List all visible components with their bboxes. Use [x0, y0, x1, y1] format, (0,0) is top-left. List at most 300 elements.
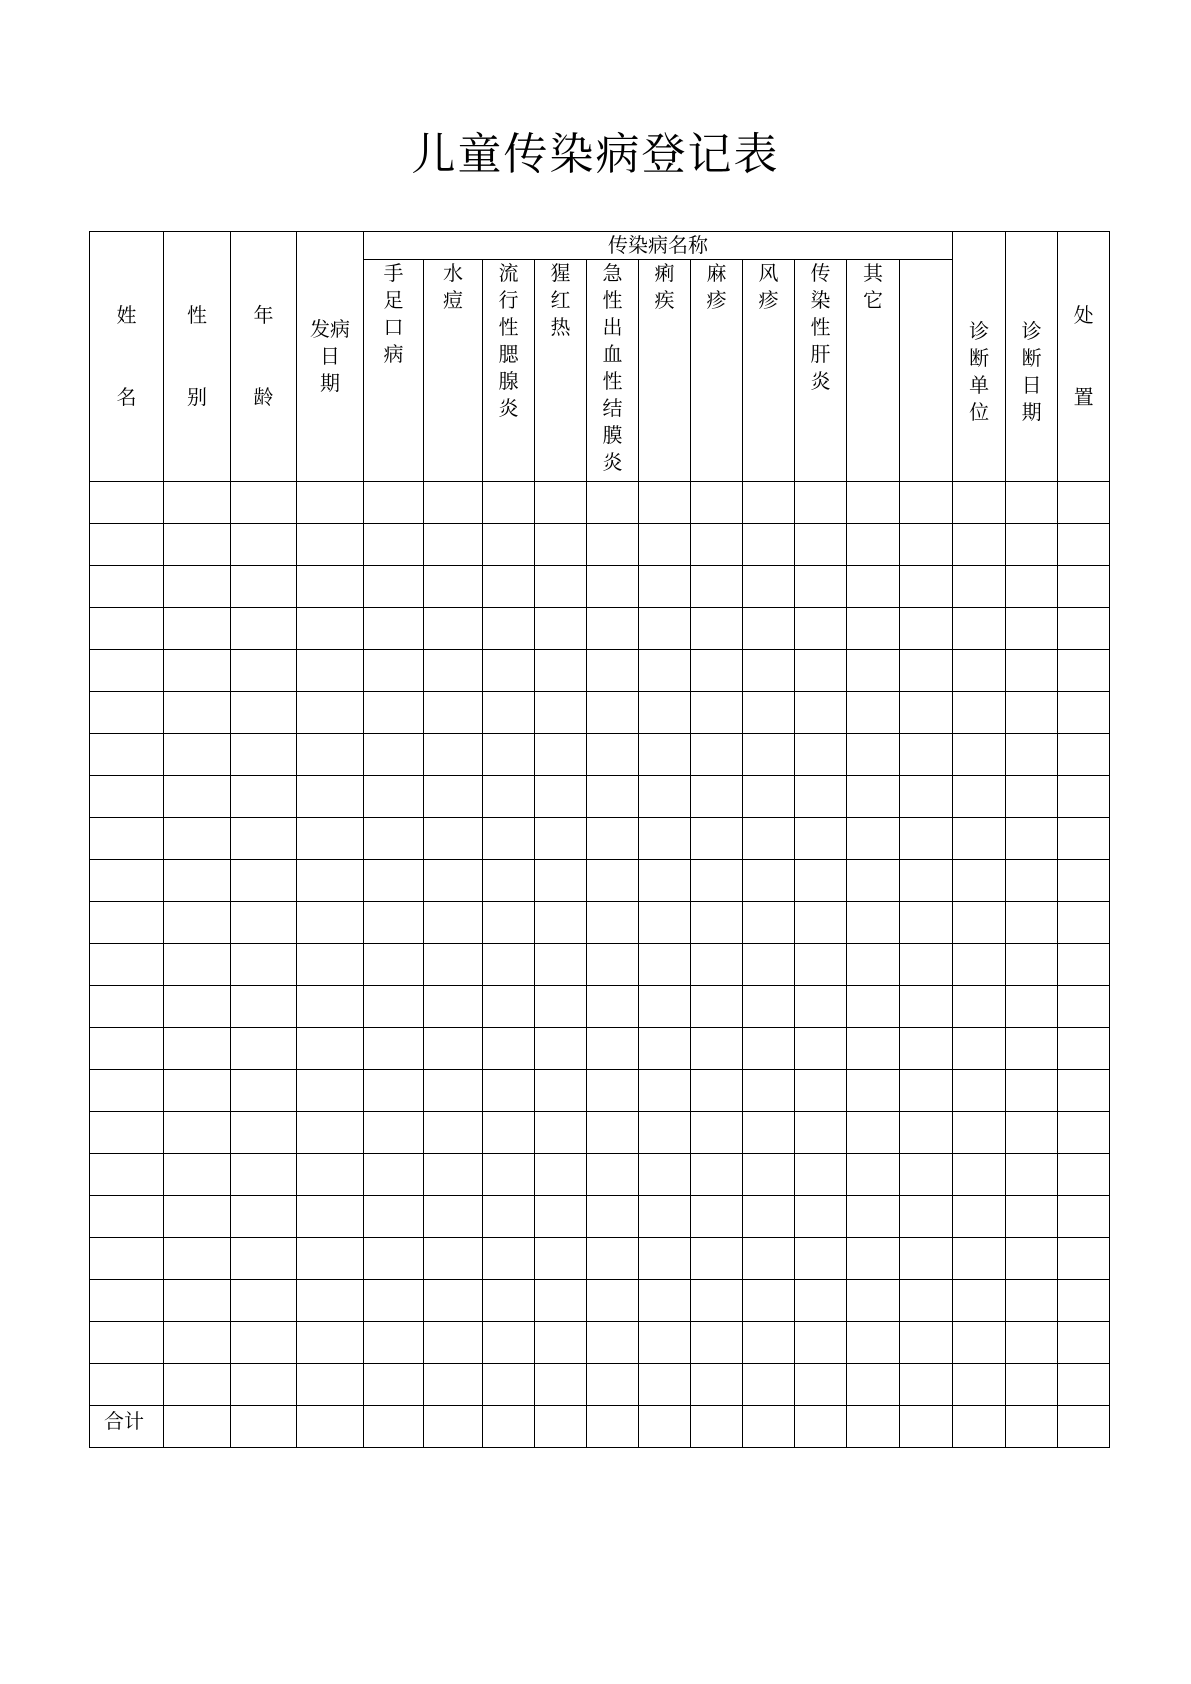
- table-cell[interactable]: [164, 1280, 231, 1322]
- table-cell[interactable]: [483, 734, 535, 776]
- table-cell[interactable]: [164, 776, 231, 818]
- table-cell[interactable]: [743, 608, 795, 650]
- table-cell[interactable]: [639, 986, 691, 1028]
- table-cell[interactable]: [1006, 650, 1058, 692]
- table-cell[interactable]: [483, 1280, 535, 1322]
- table-cell[interactable]: [364, 734, 424, 776]
- table-cell[interactable]: [164, 902, 231, 944]
- table-cell[interactable]: [1058, 566, 1110, 608]
- table-cell[interactable]: [364, 776, 424, 818]
- table-cell[interactable]: [1058, 902, 1110, 944]
- table-cell[interactable]: [90, 608, 164, 650]
- table-cell[interactable]: [900, 1364, 953, 1406]
- total-cell[interactable]: [424, 1406, 483, 1448]
- table-cell[interactable]: [691, 566, 743, 608]
- total-cell[interactable]: [483, 1406, 535, 1448]
- table-cell[interactable]: [483, 902, 535, 944]
- table-cell[interactable]: [364, 1280, 424, 1322]
- table-cell[interactable]: [639, 818, 691, 860]
- table-cell[interactable]: [535, 1238, 587, 1280]
- table-cell[interactable]: [900, 1154, 953, 1196]
- table-cell[interactable]: [743, 1154, 795, 1196]
- table-cell[interactable]: [90, 776, 164, 818]
- table-cell[interactable]: [424, 776, 483, 818]
- total-cell[interactable]: [364, 1406, 424, 1448]
- table-cell[interactable]: [364, 944, 424, 986]
- table-cell[interactable]: [483, 986, 535, 1028]
- table-cell[interactable]: [164, 944, 231, 986]
- table-cell[interactable]: [847, 860, 900, 902]
- table-cell[interactable]: [1006, 986, 1058, 1028]
- table-cell[interactable]: [953, 650, 1006, 692]
- table-cell[interactable]: [795, 1364, 847, 1406]
- table-cell[interactable]: [1058, 608, 1110, 650]
- table-cell[interactable]: [953, 482, 1006, 524]
- table-cell[interactable]: [953, 608, 1006, 650]
- table-cell[interactable]: [231, 1280, 297, 1322]
- table-cell[interactable]: [691, 1112, 743, 1154]
- table-cell[interactable]: [90, 566, 164, 608]
- table-cell[interactable]: [847, 692, 900, 734]
- table-cell[interactable]: [483, 608, 535, 650]
- table-cell[interactable]: [424, 608, 483, 650]
- table-cell[interactable]: [231, 1070, 297, 1112]
- table-cell[interactable]: [535, 860, 587, 902]
- table-cell[interactable]: [795, 818, 847, 860]
- table-cell[interactable]: [231, 986, 297, 1028]
- table-cell[interactable]: [691, 524, 743, 566]
- table-cell[interactable]: [587, 1112, 639, 1154]
- table-cell[interactable]: [795, 734, 847, 776]
- table-cell[interactable]: [847, 1112, 900, 1154]
- table-cell[interactable]: [1006, 1280, 1058, 1322]
- table-cell[interactable]: [483, 1238, 535, 1280]
- table-cell[interactable]: [231, 566, 297, 608]
- table-cell[interactable]: [743, 734, 795, 776]
- table-cell[interactable]: [691, 776, 743, 818]
- table-cell[interactable]: [483, 1154, 535, 1196]
- table-cell[interactable]: [231, 902, 297, 944]
- table-cell[interactable]: [953, 566, 1006, 608]
- table-cell[interactable]: [1058, 692, 1110, 734]
- table-cell[interactable]: [795, 566, 847, 608]
- table-cell[interactable]: [535, 566, 587, 608]
- table-cell[interactable]: [535, 944, 587, 986]
- table-cell[interactable]: [847, 1028, 900, 1070]
- table-cell[interactable]: [1058, 860, 1110, 902]
- table-cell[interactable]: [953, 1070, 1006, 1112]
- table-cell[interactable]: [691, 1238, 743, 1280]
- table-cell[interactable]: [231, 1028, 297, 1070]
- table-cell[interactable]: [691, 608, 743, 650]
- table-cell[interactable]: [297, 1280, 364, 1322]
- table-cell[interactable]: [535, 1028, 587, 1070]
- table-cell[interactable]: [953, 1112, 1006, 1154]
- table-cell[interactable]: [231, 650, 297, 692]
- table-cell[interactable]: [1058, 650, 1110, 692]
- table-cell[interactable]: [231, 860, 297, 902]
- table-cell[interactable]: [231, 776, 297, 818]
- table-cell[interactable]: [231, 1364, 297, 1406]
- table-cell[interactable]: [639, 1154, 691, 1196]
- table-cell[interactable]: [847, 524, 900, 566]
- table-cell[interactable]: [231, 482, 297, 524]
- table-cell[interactable]: [297, 692, 364, 734]
- table-cell[interactable]: [587, 608, 639, 650]
- total-cell[interactable]: [297, 1406, 364, 1448]
- table-cell[interactable]: [847, 1154, 900, 1196]
- table-cell[interactable]: [639, 1322, 691, 1364]
- table-cell[interactable]: [900, 1028, 953, 1070]
- table-cell[interactable]: [743, 692, 795, 734]
- table-cell[interactable]: [900, 1196, 953, 1238]
- table-cell[interactable]: [639, 1070, 691, 1112]
- table-cell[interactable]: [364, 1322, 424, 1364]
- table-cell[interactable]: [90, 944, 164, 986]
- table-cell[interactable]: [795, 482, 847, 524]
- table-cell[interactable]: [691, 1070, 743, 1112]
- table-cell[interactable]: [847, 734, 900, 776]
- table-cell[interactable]: [164, 1112, 231, 1154]
- table-cell[interactable]: [483, 1364, 535, 1406]
- table-cell[interactable]: [164, 692, 231, 734]
- table-cell[interactable]: [364, 1112, 424, 1154]
- table-cell[interactable]: [691, 1196, 743, 1238]
- table-cell[interactable]: [691, 1154, 743, 1196]
- table-cell[interactable]: [90, 692, 164, 734]
- table-cell[interactable]: [847, 482, 900, 524]
- table-cell[interactable]: [743, 1112, 795, 1154]
- total-cell[interactable]: [1006, 1406, 1058, 1448]
- table-cell[interactable]: [483, 944, 535, 986]
- table-cell[interactable]: [639, 902, 691, 944]
- table-cell[interactable]: [900, 902, 953, 944]
- table-cell[interactable]: [847, 986, 900, 1028]
- table-cell[interactable]: [164, 860, 231, 902]
- table-cell[interactable]: [795, 1196, 847, 1238]
- table-cell[interactable]: [424, 902, 483, 944]
- table-cell[interactable]: [743, 1322, 795, 1364]
- table-cell[interactable]: [364, 1238, 424, 1280]
- table-cell[interactable]: [953, 818, 1006, 860]
- total-cell[interactable]: [743, 1406, 795, 1448]
- table-cell[interactable]: [483, 1070, 535, 1112]
- table-cell[interactable]: [639, 1280, 691, 1322]
- table-cell[interactable]: [164, 1028, 231, 1070]
- table-cell[interactable]: [953, 1322, 1006, 1364]
- table-cell[interactable]: [231, 608, 297, 650]
- table-cell[interactable]: [691, 860, 743, 902]
- table-cell[interactable]: [164, 566, 231, 608]
- table-cell[interactable]: [231, 692, 297, 734]
- table-cell[interactable]: [743, 902, 795, 944]
- table-cell[interactable]: [483, 692, 535, 734]
- table-cell[interactable]: [639, 482, 691, 524]
- table-cell[interactable]: [900, 1238, 953, 1280]
- table-cell[interactable]: [953, 902, 1006, 944]
- table-cell[interactable]: [90, 1322, 164, 1364]
- table-cell[interactable]: [164, 524, 231, 566]
- table-cell[interactable]: [795, 1238, 847, 1280]
- table-cell[interactable]: [90, 1028, 164, 1070]
- table-cell[interactable]: [743, 1070, 795, 1112]
- table-cell[interactable]: [743, 1196, 795, 1238]
- table-cell[interactable]: [847, 902, 900, 944]
- table-cell[interactable]: [1006, 734, 1058, 776]
- table-cell[interactable]: [424, 734, 483, 776]
- table-cell[interactable]: [1006, 1154, 1058, 1196]
- table-cell[interactable]: [743, 860, 795, 902]
- table-cell[interactable]: [691, 1322, 743, 1364]
- table-cell[interactable]: [297, 608, 364, 650]
- total-cell[interactable]: [795, 1406, 847, 1448]
- table-cell[interactable]: [1006, 944, 1058, 986]
- table-cell[interactable]: [900, 1070, 953, 1112]
- table-cell[interactable]: [424, 1364, 483, 1406]
- table-cell[interactable]: [847, 776, 900, 818]
- table-cell[interactable]: [847, 944, 900, 986]
- table-cell[interactable]: [743, 776, 795, 818]
- table-cell[interactable]: [900, 692, 953, 734]
- table-cell[interactable]: [535, 1280, 587, 1322]
- table-cell[interactable]: [795, 860, 847, 902]
- table-cell[interactable]: [847, 608, 900, 650]
- table-cell[interactable]: [1006, 524, 1058, 566]
- table-cell[interactable]: [90, 650, 164, 692]
- table-cell[interactable]: [743, 818, 795, 860]
- table-cell[interactable]: [587, 1070, 639, 1112]
- table-cell[interactable]: [587, 1154, 639, 1196]
- table-cell[interactable]: [847, 818, 900, 860]
- table-cell[interactable]: [691, 1028, 743, 1070]
- table-cell[interactable]: [953, 986, 1006, 1028]
- table-cell[interactable]: [164, 818, 231, 860]
- table-cell[interactable]: [1058, 1364, 1110, 1406]
- table-cell[interactable]: [364, 1028, 424, 1070]
- table-cell[interactable]: [483, 818, 535, 860]
- table-cell[interactable]: [1058, 776, 1110, 818]
- table-cell[interactable]: [297, 1238, 364, 1280]
- table-cell[interactable]: [364, 524, 424, 566]
- table-cell[interactable]: [231, 944, 297, 986]
- table-cell[interactable]: [90, 734, 164, 776]
- table-cell[interactable]: [900, 650, 953, 692]
- table-cell[interactable]: [535, 692, 587, 734]
- total-cell[interactable]: [164, 1406, 231, 1448]
- table-cell[interactable]: [900, 944, 953, 986]
- table-cell[interactable]: [953, 1364, 1006, 1406]
- table-cell[interactable]: [297, 776, 364, 818]
- table-cell[interactable]: [743, 986, 795, 1028]
- table-cell[interactable]: [164, 1238, 231, 1280]
- table-cell[interactable]: [297, 1364, 364, 1406]
- table-cell[interactable]: [639, 1364, 691, 1406]
- table-cell[interactable]: [424, 566, 483, 608]
- table-cell[interactable]: [743, 524, 795, 566]
- total-cell[interactable]: [535, 1406, 587, 1448]
- table-cell[interactable]: [164, 608, 231, 650]
- table-cell[interactable]: [535, 482, 587, 524]
- table-cell[interactable]: [1006, 608, 1058, 650]
- table-cell[interactable]: [795, 944, 847, 986]
- table-cell[interactable]: [795, 776, 847, 818]
- table-cell[interactable]: [691, 650, 743, 692]
- table-cell[interactable]: [364, 986, 424, 1028]
- table-cell[interactable]: [1058, 1154, 1110, 1196]
- table-cell[interactable]: [297, 944, 364, 986]
- table-cell[interactable]: [1006, 692, 1058, 734]
- table-cell[interactable]: [424, 1028, 483, 1070]
- table-cell[interactable]: [483, 650, 535, 692]
- table-cell[interactable]: [691, 692, 743, 734]
- table-cell[interactable]: [364, 902, 424, 944]
- table-cell[interactable]: [847, 1238, 900, 1280]
- table-cell[interactable]: [1006, 818, 1058, 860]
- table-cell[interactable]: [535, 1196, 587, 1238]
- table-cell[interactable]: [691, 1364, 743, 1406]
- table-cell[interactable]: [691, 482, 743, 524]
- table-cell[interactable]: [691, 986, 743, 1028]
- table-cell[interactable]: [1006, 1364, 1058, 1406]
- table-cell[interactable]: [1058, 986, 1110, 1028]
- table-cell[interactable]: [587, 524, 639, 566]
- table-cell[interactable]: [1058, 1070, 1110, 1112]
- table-cell[interactable]: [847, 566, 900, 608]
- table-cell[interactable]: [587, 944, 639, 986]
- table-cell[interactable]: [297, 1196, 364, 1238]
- table-cell[interactable]: [535, 1322, 587, 1364]
- total-cell[interactable]: [900, 1406, 953, 1448]
- table-cell[interactable]: [297, 902, 364, 944]
- table-cell[interactable]: [639, 608, 691, 650]
- table-cell[interactable]: [424, 524, 483, 566]
- table-cell[interactable]: [297, 1322, 364, 1364]
- table-cell[interactable]: [231, 1322, 297, 1364]
- table-cell[interactable]: [424, 1322, 483, 1364]
- table-cell[interactable]: [535, 608, 587, 650]
- table-cell[interactable]: [900, 776, 953, 818]
- table-cell[interactable]: [900, 1280, 953, 1322]
- table-cell[interactable]: [587, 818, 639, 860]
- table-cell[interactable]: [90, 1280, 164, 1322]
- table-cell[interactable]: [1058, 1196, 1110, 1238]
- table-cell[interactable]: [900, 1112, 953, 1154]
- table-cell[interactable]: [483, 1322, 535, 1364]
- table-cell[interactable]: [364, 566, 424, 608]
- table-cell[interactable]: [164, 1154, 231, 1196]
- table-cell[interactable]: [953, 1238, 1006, 1280]
- table-cell[interactable]: [424, 944, 483, 986]
- table-cell[interactable]: [691, 902, 743, 944]
- table-cell[interactable]: [795, 1280, 847, 1322]
- table-cell[interactable]: [587, 1196, 639, 1238]
- table-cell[interactable]: [1006, 1238, 1058, 1280]
- table-cell[interactable]: [424, 1112, 483, 1154]
- table-cell[interactable]: [900, 734, 953, 776]
- table-cell[interactable]: [297, 986, 364, 1028]
- table-cell[interactable]: [587, 902, 639, 944]
- table-cell[interactable]: [587, 776, 639, 818]
- table-cell[interactable]: [1058, 818, 1110, 860]
- table-cell[interactable]: [847, 1196, 900, 1238]
- table-cell[interactable]: [953, 776, 1006, 818]
- table-cell[interactable]: [795, 986, 847, 1028]
- table-cell[interactable]: [639, 1196, 691, 1238]
- table-cell[interactable]: [364, 1196, 424, 1238]
- table-cell[interactable]: [1006, 902, 1058, 944]
- table-cell[interactable]: [297, 860, 364, 902]
- table-cell[interactable]: [1006, 860, 1058, 902]
- table-cell[interactable]: [900, 566, 953, 608]
- table-cell[interactable]: [364, 860, 424, 902]
- table-cell[interactable]: [297, 1028, 364, 1070]
- table-cell[interactable]: [535, 1154, 587, 1196]
- table-cell[interactable]: [639, 776, 691, 818]
- table-cell[interactable]: [164, 1364, 231, 1406]
- table-cell[interactable]: [424, 1238, 483, 1280]
- table-cell[interactable]: [90, 1112, 164, 1154]
- table-cell[interactable]: [1006, 776, 1058, 818]
- table-cell[interactable]: [953, 734, 1006, 776]
- table-cell[interactable]: [691, 734, 743, 776]
- table-cell[interactable]: [90, 818, 164, 860]
- table-cell[interactable]: [535, 1364, 587, 1406]
- table-cell[interactable]: [691, 944, 743, 986]
- table-cell[interactable]: [743, 1238, 795, 1280]
- table-cell[interactable]: [1006, 566, 1058, 608]
- table-cell[interactable]: [90, 860, 164, 902]
- table-cell[interactable]: [297, 734, 364, 776]
- table-cell[interactable]: [1058, 1238, 1110, 1280]
- total-cell[interactable]: [587, 1406, 639, 1448]
- table-cell[interactable]: [424, 650, 483, 692]
- table-cell[interactable]: [1058, 1028, 1110, 1070]
- table-cell[interactable]: [587, 860, 639, 902]
- table-cell[interactable]: [847, 1280, 900, 1322]
- total-cell[interactable]: [953, 1406, 1006, 1448]
- table-cell[interactable]: [639, 524, 691, 566]
- table-cell[interactable]: [90, 902, 164, 944]
- table-cell[interactable]: [795, 1322, 847, 1364]
- table-cell[interactable]: [1058, 1280, 1110, 1322]
- table-cell[interactable]: [795, 1070, 847, 1112]
- table-cell[interactable]: [483, 1112, 535, 1154]
- table-cell[interactable]: [424, 1154, 483, 1196]
- table-cell[interactable]: [795, 608, 847, 650]
- table-cell[interactable]: [1058, 734, 1110, 776]
- table-cell[interactable]: [900, 860, 953, 902]
- table-cell[interactable]: [364, 608, 424, 650]
- table-cell[interactable]: [364, 482, 424, 524]
- table-cell[interactable]: [364, 1070, 424, 1112]
- table-cell[interactable]: [953, 1154, 1006, 1196]
- total-cell[interactable]: [231, 1406, 297, 1448]
- table-cell[interactable]: [424, 1070, 483, 1112]
- table-cell[interactable]: [1006, 482, 1058, 524]
- table-cell[interactable]: [483, 524, 535, 566]
- table-cell[interactable]: [900, 1322, 953, 1364]
- table-cell[interactable]: [364, 1364, 424, 1406]
- table-cell[interactable]: [691, 1280, 743, 1322]
- table-cell[interactable]: [587, 650, 639, 692]
- table-cell[interactable]: [795, 1028, 847, 1070]
- table-cell[interactable]: [639, 944, 691, 986]
- table-cell[interactable]: [297, 482, 364, 524]
- table-cell[interactable]: [953, 1196, 1006, 1238]
- table-cell[interactable]: [639, 1028, 691, 1070]
- table-cell[interactable]: [535, 524, 587, 566]
- table-cell[interactable]: [483, 1196, 535, 1238]
